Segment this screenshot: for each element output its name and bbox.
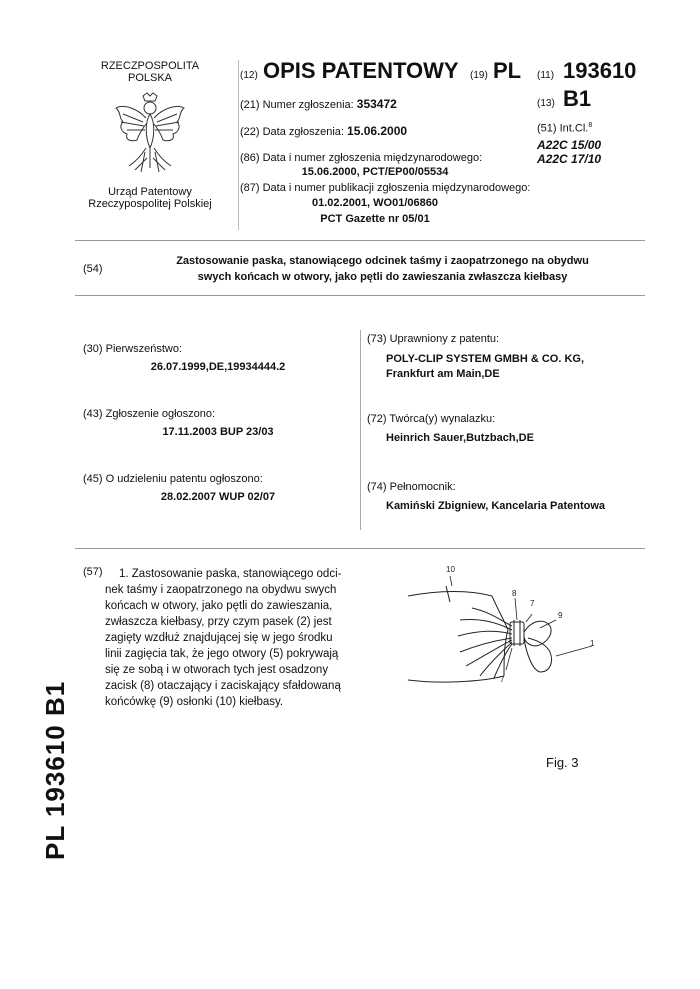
priority-label: (30) Pierwszeństwo: [83, 343, 183, 355]
claim-line: końcach w otwory, jako pętli do zawieszania, [105, 600, 333, 612]
sausage-loop-figure [400, 560, 600, 700]
inventor-label: (72) Twórca(y) wynalazku: [367, 413, 496, 425]
claim-line: zacisk (8) otaczający i zaciskający sfałdowaną [105, 680, 341, 692]
fig-label-7b: 7 [500, 675, 505, 684]
office-name: Urząd Patentowy [108, 186, 192, 198]
owner-location: Frankfurt am Main,DE [386, 368, 500, 380]
inventor-value: Heinrich Sauer,Butzbach,DE [386, 432, 534, 444]
filing-date: 15.06.2000 [347, 124, 408, 138]
filing-date-label: (22) Data zgłoszenia: [240, 126, 344, 138]
claim-text [105, 566, 371, 710]
intl-publication-value: 01.02.2001, WO01/06860 [312, 197, 438, 209]
intl-application-value: 15.06.2000, PCT/EP00/05534 [301, 166, 449, 178]
announcement-label: (43) Zgłoszenie ogłoszono: [83, 408, 216, 420]
ipc-class-1: A22C 15/00 [537, 138, 602, 152]
announcement-value: 17.11.2003 BUP 23/03 [162, 426, 274, 438]
side-patent-id: PL 193610 B1 [40, 680, 70, 860]
country-name: RZECZPOSPOLITA [100, 60, 200, 72]
title-code: (54) [83, 263, 103, 275]
intl-publication-label: (87) Data i numer publikacji zgłoszenia międzynarodowego: [240, 182, 531, 194]
code-19: (19) [470, 70, 488, 81]
figure-caption: Fig. 3 [546, 755, 579, 770]
patent-number: 193610 [563, 58, 637, 83]
priority-value: 26.07.1999,DE,19934444.2 [150, 361, 286, 373]
code-12: (12) [240, 70, 258, 81]
kind-code: B1 [563, 86, 592, 111]
claim-line: końcówkę (9) osłonki (10) kiełbasy. [105, 696, 284, 708]
section-divider [75, 240, 645, 241]
owner-label: (73) Uprawniony z patentu: [367, 333, 500, 345]
code-11: (11) [537, 70, 555, 81]
agent-label: (74) Pełnomocnik: [367, 481, 456, 493]
claim-line: 1. Zastosowanie paska, stanowiącego odci- [119, 568, 342, 580]
fig-label-7: 7 [530, 599, 535, 608]
header-divider [238, 60, 239, 230]
document-type: OPIS PATENTOWY [263, 58, 459, 83]
fig-label-1: 1 [590, 639, 595, 648]
claim-line: zwłaszcza kiełbasy, przy czym pasek (2) jest [105, 616, 332, 628]
fig-label-8: 8 [512, 589, 517, 598]
claim-line: linii zagięcia tak, że jego otwory (5) pokrywają [105, 648, 339, 660]
application-number-label: (21) Numer zgłoszenia: [240, 99, 354, 111]
ipc-edition: 8 [588, 122, 593, 129]
section-divider-2 [75, 295, 645, 296]
intl-application-label: (86) Data i numer zgłoszenia międzynarodowego: [240, 152, 483, 164]
title-line-2: swych końcach w otwory, jako pętli do zawieszania zwłaszcza kiełbasy [197, 271, 568, 283]
owner-name: POLY-CLIP SYSTEM GMBH & CO. KG, [386, 353, 585, 365]
agent-value: Kamiński Zbigniew, Kancelaria Patentowa [386, 500, 606, 512]
title-line-1: Zastosowanie paska, stanowiącego odcinek taśmy i zaopatrzonego na obydwu [176, 255, 589, 267]
application-number: 353472 [356, 97, 397, 111]
ipc-class-2: A22C 17/10 [537, 152, 602, 166]
ipc-label: (51) Int.Cl. [537, 122, 589, 135]
fig-label-9: 9 [558, 611, 563, 620]
fig-label-10: 10 [446, 565, 455, 574]
claim-line: się ze sobą i w otworach tych jest osadzony [105, 664, 329, 676]
eagle-emblem-icon [113, 92, 187, 176]
office-name-2: Rzeczypospolitej Polskiej [88, 198, 212, 210]
country-name-2: POLSKA [127, 72, 173, 84]
grant-value: 28.02.2007 WUP 02/07 [160, 491, 276, 503]
section-divider-3 [75, 548, 645, 549]
column-divider [360, 330, 361, 530]
claim-line: nek taśmy i zaopatrzonego na obydwu swych [105, 584, 337, 596]
code-13: (13) [537, 98, 555, 109]
grant-label: (45) O udzieleniu patentu ogłoszono: [83, 473, 263, 485]
country-code: PL [493, 58, 522, 83]
claim-line: zagięty wzdłuż znajdującej się w jego środku [105, 632, 333, 644]
claim-code: (57) [83, 566, 103, 578]
pct-gazette: PCT Gazette nr 05/01 [320, 213, 430, 225]
